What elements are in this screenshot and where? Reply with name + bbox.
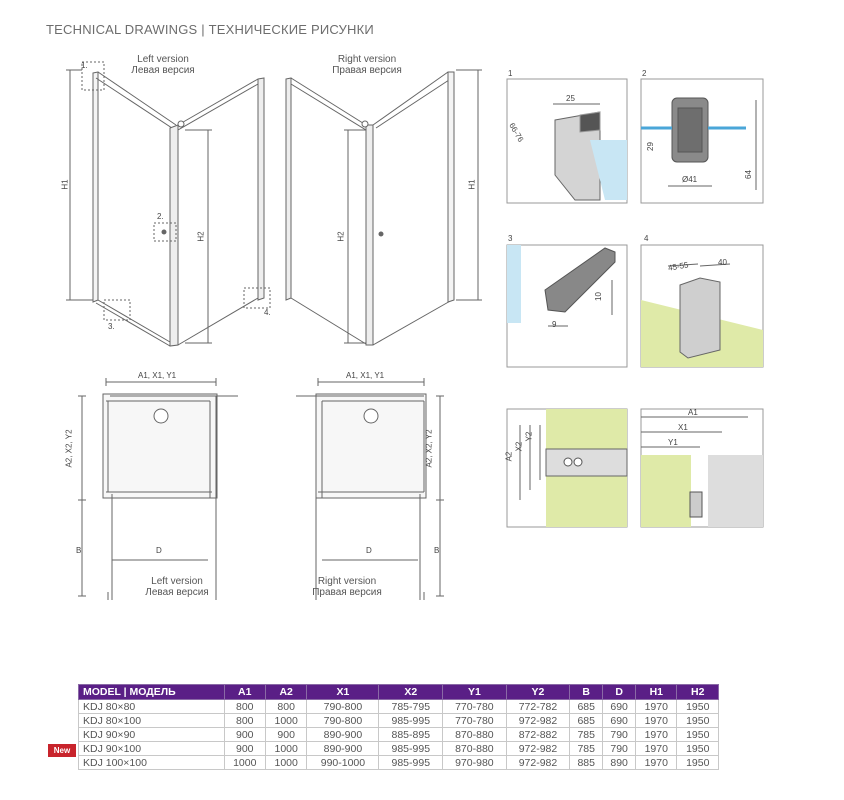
- plan-right-d-label: D: [366, 546, 372, 555]
- detail-1-number: 1: [508, 69, 513, 78]
- detail-6-y1: Y1: [668, 438, 678, 447]
- table-header: A2: [265, 685, 306, 700]
- table-cell: KDJ 100×100: [79, 756, 225, 770]
- table-cell: 785: [570, 728, 603, 742]
- table-header: X1: [307, 685, 379, 700]
- plan-left-width-label: A1, X1, Y1: [138, 371, 177, 380]
- table-cell: 790: [603, 742, 636, 756]
- table-header: H2: [677, 685, 719, 700]
- right-plan-drawing: [296, 378, 444, 600]
- left-elevation-drawing: [66, 62, 270, 346]
- table-cell: 870-880: [443, 728, 507, 742]
- table-cell: 885-895: [379, 728, 443, 742]
- detail-6: [641, 409, 763, 527]
- h1-left-label: H1: [60, 179, 70, 190]
- table-cell: 1950: [677, 728, 719, 742]
- plan-left-version-label: Left version Левая версия: [145, 576, 209, 598]
- table-row: [79, 756, 719, 770]
- detail-2: [641, 79, 763, 203]
- table-cell: 770-780: [443, 700, 507, 714]
- table-cell: 900: [224, 728, 265, 742]
- table-cell: 972-982: [506, 756, 570, 770]
- detail-5: [507, 409, 627, 527]
- table-cell: 900: [224, 742, 265, 756]
- table-cell: 1950: [677, 700, 719, 714]
- table-header: H1: [636, 685, 677, 700]
- table-header: B: [570, 685, 603, 700]
- table-cell: 972-982: [506, 742, 570, 756]
- table-cell: 685: [570, 714, 603, 728]
- detail-4-dim-45-55: 45-55: [667, 260, 690, 273]
- detail-6-a1: A1: [688, 408, 698, 417]
- table-header: D: [603, 685, 636, 700]
- table-cell: 970-980: [443, 756, 507, 770]
- table-cell: 790-800: [307, 700, 379, 714]
- table-cell: 800: [224, 714, 265, 728]
- page-title: TECHNICAL DRAWINGS | ТЕХНИЧЕСКИЕ РИСУНКИ: [46, 22, 374, 37]
- table-cell: 890-900: [307, 742, 379, 756]
- plan-right-width-label: A1, X1, Y1: [346, 371, 385, 380]
- models-table: [78, 684, 719, 770]
- table-cell: 890: [603, 756, 636, 770]
- table-row: [79, 700, 719, 714]
- detail-5-a2: A2: [504, 451, 514, 462]
- detail-4-number: 4: [644, 234, 649, 243]
- table-cell: 1970: [636, 756, 677, 770]
- plan-left-depth-label: A2, X2, Y2: [64, 429, 74, 468]
- table-header-row: [79, 685, 719, 700]
- table-cell: 1950: [677, 714, 719, 728]
- table-cell: 985-995: [379, 756, 443, 770]
- table-cell: 685: [570, 700, 603, 714]
- table-cell: 1000: [265, 756, 306, 770]
- table-cell: 1000: [265, 742, 306, 756]
- detail-2-number: 2: [642, 69, 647, 78]
- h2-right-label: H2: [336, 231, 346, 242]
- marker-2: 2.: [157, 212, 164, 221]
- detail-5-y2: Y2: [524, 431, 534, 442]
- detail-3: [507, 245, 627, 367]
- table-cell: 690: [603, 700, 636, 714]
- detail-3-dim-9: 9: [552, 320, 557, 329]
- table-cell: KDJ 90×90: [79, 728, 225, 742]
- table-cell: KDJ 90×100: [79, 742, 225, 756]
- h1-right-label: H1: [467, 179, 477, 190]
- table-cell: 800: [224, 700, 265, 714]
- table-cell: 790: [603, 728, 636, 742]
- detail-1-dim-25: 25: [566, 94, 575, 103]
- table-cell: KDJ 80×80: [79, 700, 225, 714]
- detail-5-x2: X2: [514, 441, 524, 452]
- table-row: [79, 742, 719, 756]
- marker-4: 4.: [264, 308, 271, 317]
- table-header: A1: [224, 685, 265, 700]
- table-cell: 985-995: [379, 714, 443, 728]
- table-cell: 1000: [265, 714, 306, 728]
- detail-3-dim-10: 10: [593, 292, 603, 301]
- detail-2-dim-diameter: Ø41: [682, 175, 698, 184]
- plan-right-depth-label: A2, X2, Y2: [424, 429, 434, 468]
- detail-4: [641, 245, 763, 367]
- table-cell: 785-795: [379, 700, 443, 714]
- detail-2-dim-64: 64: [743, 170, 753, 179]
- table-cell: 785: [570, 742, 603, 756]
- detail-1-dim-66-76: 66-76: [507, 121, 526, 144]
- table-cell: 1950: [677, 742, 719, 756]
- table-cell: 870-880: [443, 742, 507, 756]
- table-row: [79, 728, 719, 742]
- table-cell: 790-800: [307, 714, 379, 728]
- plan-left-b-label: B: [76, 546, 82, 555]
- left-version-label: Left version Левая версия: [131, 54, 195, 76]
- table-cell: 900: [265, 728, 306, 742]
- h2-left-label: H2: [196, 231, 206, 242]
- table-cell: 770-780: [443, 714, 507, 728]
- detail-3-number: 3: [508, 234, 513, 243]
- table-cell: 885: [570, 756, 603, 770]
- right-elevation-drawing: [286, 70, 482, 345]
- plan-left-d-label: D: [156, 546, 162, 555]
- plan-right-version-label: Right version Правая версия: [312, 576, 382, 598]
- table-cell: 1950: [677, 756, 719, 770]
- table-cell: 1970: [636, 728, 677, 742]
- table-cell: 990-1000: [307, 756, 379, 770]
- table-cell: 800: [265, 700, 306, 714]
- table-cell: KDJ 80×100: [79, 714, 225, 728]
- table-header: MODEL | МОДЕЛЬ: [79, 685, 225, 700]
- plan-right-b-label: B: [434, 546, 440, 555]
- table-header: Y2: [506, 685, 570, 700]
- table-cell: 772-782: [506, 700, 570, 714]
- table-cell: 972-982: [506, 714, 570, 728]
- table-row: [79, 714, 719, 728]
- marker-1: 1.: [81, 61, 88, 70]
- left-plan-drawing: [78, 378, 238, 600]
- detail-2-dim-29: 29: [645, 142, 655, 151]
- table-cell: 872-882: [506, 728, 570, 742]
- table-cell: 985-995: [379, 742, 443, 756]
- table-cell: 1000: [224, 756, 265, 770]
- detail-6-x1: X1: [678, 423, 688, 432]
- right-version-label: Right version Правая версия: [332, 54, 402, 76]
- marker-3: 3.: [108, 322, 115, 331]
- table-cell: 690: [603, 714, 636, 728]
- table-cell: 890-900: [307, 728, 379, 742]
- table-cell: 1970: [636, 742, 677, 756]
- table-header: Y1: [443, 685, 507, 700]
- detail-4-dim-40: 40: [718, 258, 727, 267]
- table-header: X2: [379, 685, 443, 700]
- new-badge: New: [48, 744, 76, 757]
- table-cell: 1970: [636, 714, 677, 728]
- table-cell: 1970: [636, 700, 677, 714]
